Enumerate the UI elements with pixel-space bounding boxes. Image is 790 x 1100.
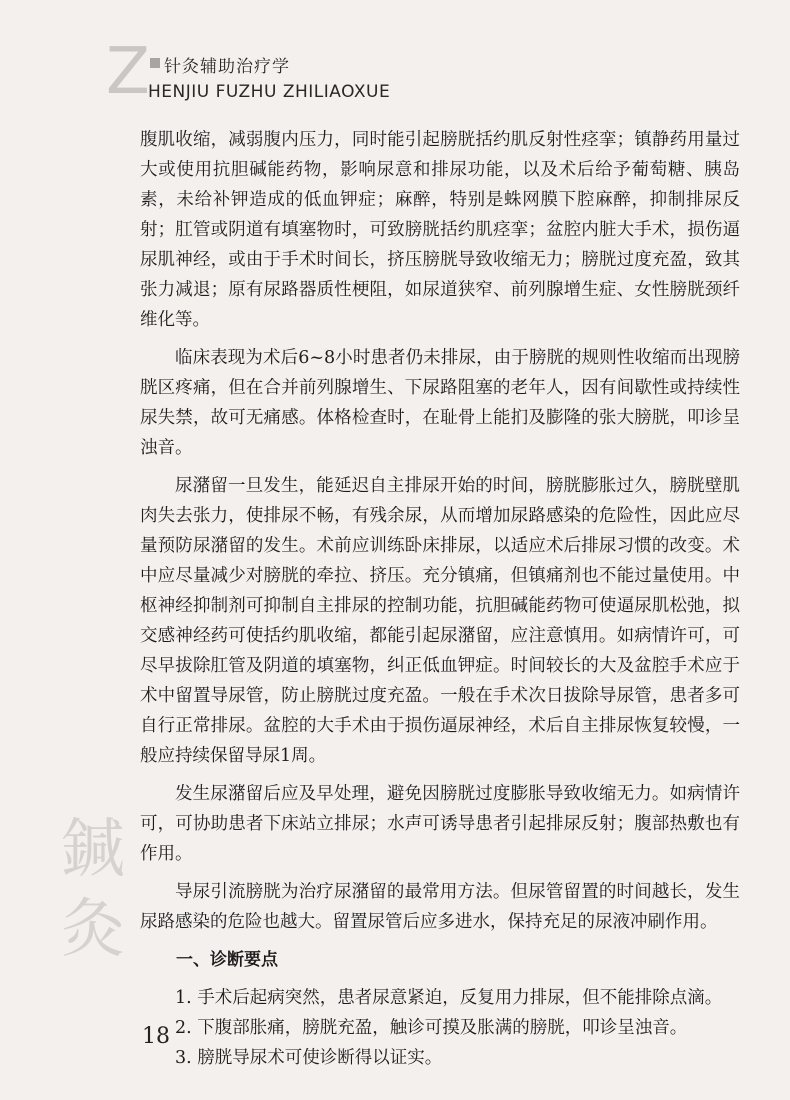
- paragraph: 导尿引流膀胱为治疗尿潴留的最常用方法。但尿管留置的时间越长，发生尿路感染的危险也越大。留置尿管后应多进水，保持充足的尿液冲刷作用。: [140, 882, 740, 932]
- decorative-calligraphy: [58, 810, 128, 970]
- list-item: 1. 手术后起病突然，患者尿意紧迫，反复用力排尿，但不能排除点滴。: [175, 988, 723, 1008]
- list-item: 2. 下腹部胀痛，膀胱充盈，触诊可摸及胀满的膀胱，叩诊呈浊音。: [175, 1018, 688, 1038]
- diagnosis-list: [140, 983, 740, 1073]
- calligraphy-char: 鍼: [61, 813, 125, 887]
- paragraph: 尿潴留一旦发生，能延迟自主排尿开始的时间，膀胱膨胀过久，膀胱壁肌肉失去张力，使排尿不畅，有残余尿，从而增加尿路感染的危险性，因此应尽量预防尿潴留的发生。术前应训练卧床排尿，以适应术后排尿习惯的改变。术中应尽量减少对膀胱的牵拉、挤压。充分镇痛，但镇痛剂也不能过量使用。中枢神经抑制剂可抑制自主排尿的控制功能，抗胆碱能药物可使逼尿肌松弛，拟交感神经药可使括约肌收缩，都能引起尿潴留，应注意慎用。如病情许可，可尽早拔除肛管及阴道的填塞物，纠正低血钾症。时间较长的大及盆腔手术应于术中留置导尿管，防止膀胱过度充盈。一般在手术次日拔除导尿管，患者多可自行正常排尿。盆腔的大手术由于损伤逼尿神经，术后自主排尿恢复较慢，一般应持续保留导尿1周。: [140, 476, 740, 766]
- header-square-marker: [150, 58, 160, 68]
- paragraph: 腹肌收缩，减弱腹内压力，同时能引起膀胱括约肌反射性痉挛；镇静药用量过大或使用抗胆碱能药物，影响尿意和排尿功能，以及术后给予葡萄糖、胰岛素，未给补钾造成的低血钾症；麻醉，特别是蛛网膜下腔麻醉，抑制排尿反射；肛管或阴道有填塞物时，可致膀胱括约肌痉挛；盆腔内脏大手术，损伤逼尿肌神经，或由于手术时间长，挤压膀胱导致收缩无力；膀胱过度充盈，致其张力减退；原有尿路器质性梗阻，如尿道狭窄、前列腺增生症、女性膀胱颈纤维化等。: [140, 130, 740, 330]
- header-letter-logo: Z: [106, 35, 150, 109]
- running-title-cn: 针灸辅助治疗学: [164, 57, 290, 77]
- running-title-en: HENJIU FUZHU ZHILIAOXUE: [148, 82, 391, 102]
- paragraph: 发生尿潴留后应及早处理，避免因膀胱过度膨胀导致收缩无力。如病情许可，可协助患者下床站立排尿；水声可诱导患者引起排尿反射；腹部热敷也有作用。: [140, 784, 740, 864]
- list-item: 3. 膀胱导尿术可使诊断得以证实。: [175, 1048, 443, 1068]
- body-text: [140, 125, 740, 1073]
- paragraph: 临床表现为术后6~8小时患者仍未排尿，由于膀胱的规则性收缩而出现膀胱区疼痛，但在合并前列腺增生、下尿路阻塞的老年人，因有间歇性或持续性尿失禁，故可无痛感。体格检查时，在耻骨上能扪及膨隆的张大膀胱，叩诊呈浊音。: [140, 348, 740, 458]
- calligraphy-char: 灸: [61, 893, 125, 967]
- page-number: 18: [142, 1024, 170, 1049]
- section-heading: 一、诊断要点: [176, 950, 278, 970]
